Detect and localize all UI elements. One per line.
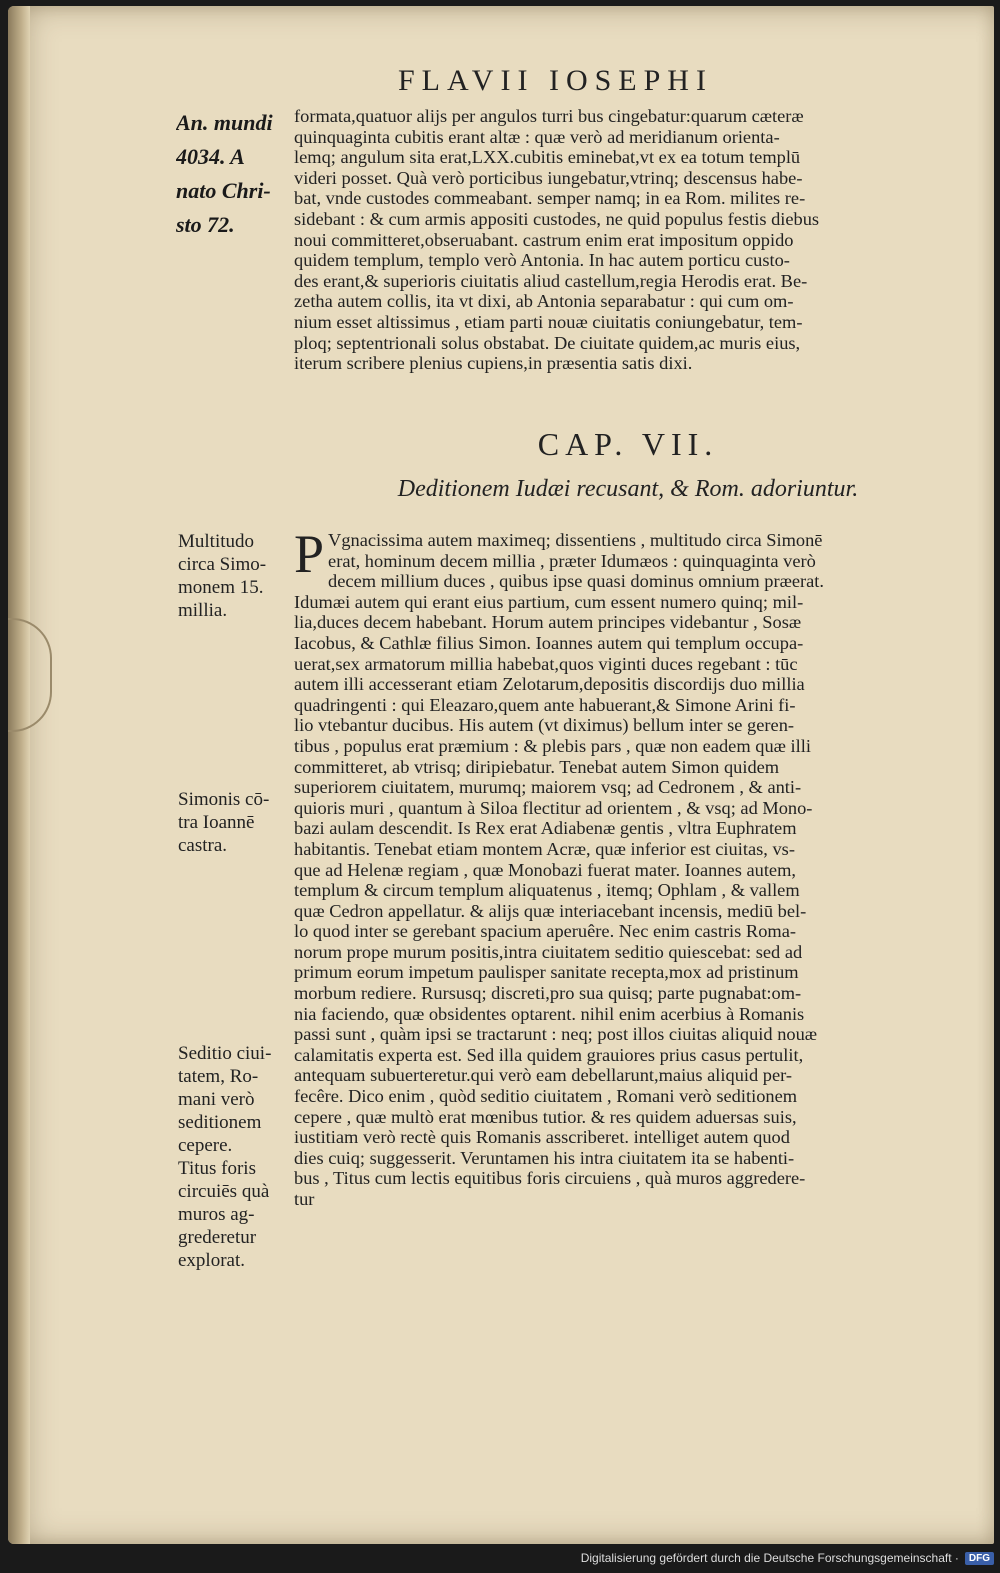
year-margin-note: [176, 106, 294, 242]
text-line: norum prope murum positis,intra ciuitatem seditio quiescebat: sed ad: [294, 941, 803, 962]
margin-note-line: circa Simo-: [178, 554, 267, 575]
text-line: bazi aulam descendit. Is Rex erat Adiabenæ gentis , vltra Euphratem: [294, 818, 797, 839]
year-note-line: nato Chri-: [176, 178, 271, 203]
text-line: bat, vnde custodes commeabant. semper namq; in ea Rom. milites re-: [294, 188, 806, 209]
text-line: primum eorum impetum paulisper sanitate recepta,mox ad pristinum: [294, 962, 799, 983]
text-line: calamitatis experta est. Sed illa quidem grauiores prius casus pertulit,: [294, 1044, 804, 1065]
text-line: nium esset altissimus , etiam parti nouæ ciuitatis coniungebatur, tem-: [294, 311, 803, 332]
book-page: [8, 6, 994, 1544]
text-line: des erant,& superioris ciuitatis aliud castellum,regia Herodis erat. Be-: [294, 270, 808, 291]
margin-note-line: Simonis cō-: [178, 789, 270, 810]
margin-note-line: tra Ioannē: [178, 812, 255, 833]
margin-note-line: Seditio ciui-: [178, 1043, 272, 1064]
text-line: antequam subuerteretur.qui verò eam debellarunt,maius aliquid per-: [294, 1065, 793, 1086]
margin-note-2: [178, 788, 294, 857]
margin-note-line: monem 15.: [178, 577, 264, 598]
text-line: nia faciendo, quæ obsidentes optarent. nihil enim acerbius à Romanis: [294, 1003, 805, 1024]
text-line: morbum rediere. Rursusq; discreti,pro sua quisq; parte pugnabat:om-: [294, 983, 802, 1004]
text-line: ploq; septentrionali solus obstabat. De ciuitate quidem,ac muris eius,: [294, 332, 801, 353]
text-line: erat, hominum decem millia , præter Idumæos : quinquaginta verò: [328, 550, 816, 571]
text-line: uerat,sex armatorum millia habebat,quos viginti duces regebant : tūc: [294, 653, 798, 674]
chapter-body: [294, 524, 962, 1210]
text-line: lemq; angulum sita erat,LXX.cubitis eminebat,vt ex ea totum templū: [294, 147, 801, 168]
margin-note-line: explorat.: [178, 1250, 246, 1271]
running-head: FLAVII IOSEPHI: [398, 64, 713, 97]
text-line: quæ Cedron appellatur. & alijs quæ interiacebant incensis, mediū bel-: [294, 900, 807, 921]
text-line: committeret, ab vtrisq; diripiebatur. Tenebat autem Simon quidem: [294, 756, 780, 777]
digitization-footer: [581, 1549, 994, 1567]
chapter-title: CAP. VII.: [537, 426, 719, 462]
text-line: fecêre. Dico enim , quòd seditio ciuitatem , Romani verò seditionem: [294, 1086, 798, 1107]
margin-note-line: cepere.: [178, 1135, 233, 1156]
margin-note-line: millia.: [178, 600, 228, 621]
text-line: cepere , quæ multò erat mœnibus tutior. & res quidem aduersas suis,: [294, 1106, 797, 1127]
page-gutter: [8, 6, 30, 1544]
margin-note-line: Multitudo: [178, 531, 255, 552]
text-line: habitantis. Tenebat etiam montem Acræ, quæ inferior est ciuitas, vs-: [294, 838, 795, 859]
dfg-logo: DFG: [965, 1552, 994, 1565]
text-line: bus , Titus cum lectis equitibus foris circuiens , quà muros aggredere-: [294, 1168, 806, 1189]
margin-note-line: castra.: [178, 835, 228, 856]
text-line: superiorem ciuitatem, murumq; maiorem vsq; ad Cedronem , & anti-: [294, 777, 802, 798]
text-line: Idumæi autem qui erant eius partium, cum essent numero quinq; mil-: [294, 591, 804, 612]
text-line: videri posset. Quà verò porticibus iungebatur,vtrinq; descensus habe-: [294, 167, 803, 188]
text-line: lia,duces decem habebant. Horum autem principes videbantur , Sosæ: [294, 612, 802, 633]
text-line: quioris muri , quantum à Siloa flectitur ad orientem , & vsq; ad Mono-: [294, 797, 813, 818]
margin-note-3: [178, 1042, 294, 1272]
body-lines: [294, 524, 962, 1210]
drop-cap: P: [294, 524, 325, 584]
text-line: tibus , populus erat præmium : & plebis pars , quæ non eadem quæ illi: [294, 735, 811, 756]
text-line: quadringenti : qui Eleazaro,quem ante habuerant,& Simone Arini fi-: [294, 694, 796, 715]
text-line: lio vtebantur ducibus. His autem (vt diximus) bellum inter se geren-: [294, 715, 795, 736]
year-note-line: 4034. A: [176, 144, 245, 169]
text-line: iustitiam verò rectè quis Romanis asscriberet. intelliget autem quod: [294, 1127, 790, 1148]
text-line: que ad Helenæ regiam , quæ Monobazi fuerat mater. Ioannes autem,: [294, 859, 796, 880]
text-line: iterum scribere plenius cupiens,in præsentia satis dixi.: [294, 353, 693, 374]
text-line: passi sunt , quàm ipsi se tractarunt : neq; post illos ciuitas aliquid nouæ: [294, 1024, 818, 1045]
text-line: Vgnacissima autem maximeq; dissentiens , multitudo circa Simonē: [328, 530, 823, 550]
margin-note-1: [178, 530, 294, 622]
text-line: zetha autem collis, ita vt dixi, ab Antonia separabatur : qui cum om-: [294, 291, 794, 312]
text-line: quidem templum, templo verò Antonia. In hac autem porticu custo-: [294, 250, 790, 271]
text-line: Iacobus, & Cathlæ filius Simon. Ioannes autem qui templum occupa-: [294, 632, 804, 653]
margin-note-line: tatem, Ro-: [178, 1066, 259, 1087]
top-paragraph: [294, 106, 962, 374]
text-line: formata,quatuor alijs per angulos turri bus cingebatur:quarum cæteræ: [294, 106, 804, 126]
margin-note-line: Titus foris: [178, 1158, 256, 1179]
text-line: tur: [294, 1189, 315, 1209]
page-tab-mark: [8, 618, 52, 732]
footer-text: Digitalisierung gefördert durch die Deutsche Forschungsgemeinschaft ·: [580, 1551, 959, 1565]
margin-note-line: circuiēs quà: [178, 1181, 270, 1202]
text-line: quinquaginta cubitis erant altæ : quæ verò ad meridianum orienta-: [294, 126, 780, 147]
text-line: noui committeret,obseruabant. castrum enim erat impositum oppido: [294, 229, 794, 250]
year-note-line: An. mundi: [176, 110, 273, 135]
text-line: decem millium duces , quibus ipse quasi dominus omnium præerat.: [328, 571, 825, 592]
margin-note-line: grederetur: [178, 1227, 257, 1248]
text-line: templum & circum templum aliquatenus , itemq; Ophlam , & vallem: [294, 880, 800, 901]
text-line: dies cuiq; suggesserit. Veruntamen his intra ciuitatem ita se habenti-: [294, 1147, 795, 1168]
chapter-subtitle: Deditionem Iudæi recusant, & Rom. adoriuntur.: [397, 476, 859, 502]
text-line: autem illi accesserant etiam Zelotarum,depositis discordijs duo millia: [294, 674, 805, 695]
margin-note-line: seditionem: [178, 1112, 262, 1133]
margin-note-line: mani verò: [178, 1089, 255, 1110]
margin-note-line: muros ag-: [178, 1204, 255, 1225]
text-line: lo quod inter se gerebant spacium aperuêre. Nec enim castris Roma-: [294, 921, 796, 942]
text-line: sidebant : & cum armis appositi custodes, ne quid populus festis diebus: [294, 208, 820, 229]
year-note-line: sto 72.: [176, 212, 235, 237]
